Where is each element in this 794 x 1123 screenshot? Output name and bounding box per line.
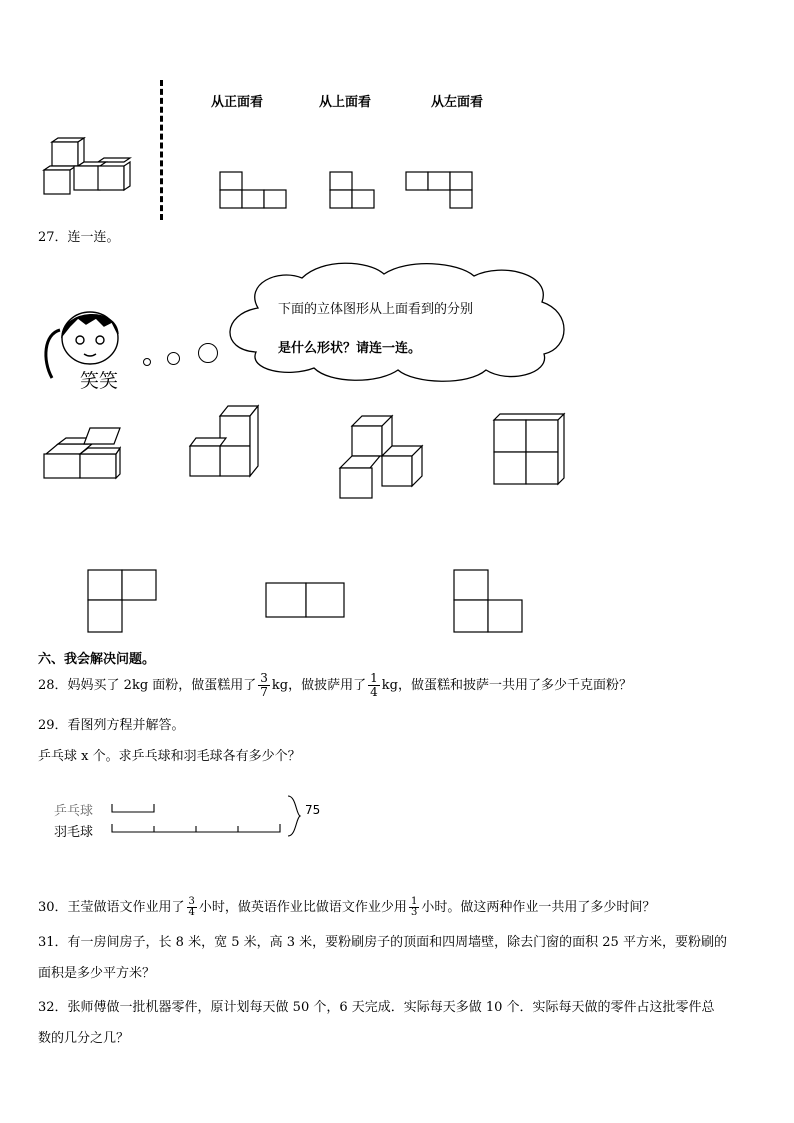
solid-figure-4	[490, 412, 570, 488]
question-28	[38, 672, 632, 700]
q31-line1: 31．有一房间房子，长 8 米，宽 5 米，高 3 米，要粉刷房子的顶面和四周墙壁，除去门窗的面积 25 平方米，要粉刷的	[38, 935, 727, 950]
thought-dot-3	[198, 343, 218, 363]
total-label: 75	[305, 803, 321, 817]
fraction-1-4: $\frac{1}{4}$	[370, 671, 378, 699]
top-view-drawing	[330, 172, 380, 212]
plan-view-1	[88, 570, 160, 636]
fraction-1-3: $\frac{1}{3}$	[410, 896, 418, 918]
solid-figure-2	[186, 404, 266, 480]
bar-model	[108, 794, 308, 838]
view-label-left: 从左面看	[431, 95, 484, 110]
thought-dot-2	[167, 352, 180, 365]
left-view-drawing	[406, 172, 476, 212]
thought-cloud	[218, 262, 578, 384]
front-view-drawing	[220, 172, 290, 212]
question-30	[38, 894, 655, 922]
solid-figure-3	[338, 412, 430, 502]
dashed-divider	[160, 80, 163, 220]
q27-title: 27．连一连。	[38, 230, 120, 245]
q29-description: 乒乓球 x 个。求乒乓球和羽毛球各有多少个？	[38, 749, 301, 764]
solid-figure-top	[40, 138, 140, 198]
view-label-top: 从上面看	[319, 95, 372, 110]
q32-line2: 数的几分之几？	[38, 1031, 130, 1046]
plan-view-2	[266, 583, 348, 623]
label-pingpong: 乒乓球	[54, 804, 94, 819]
q29-title: 29．看图列方程并解答。	[38, 718, 185, 733]
q30-text-2: 小时，做英语作业比做语文作业少用	[198, 900, 407, 915]
girl-name-label: 笑笑	[80, 370, 119, 392]
q32-line1: 32．张师傅做一批机器零件，原计划每天做 50 个，6 天完成．实际每天多做 10 个．实际每天做的零件占这批零件总	[38, 1000, 715, 1015]
solid-figure-1	[40, 422, 130, 482]
q30-text-1: 30．王莹做语文作业用了	[38, 900, 185, 915]
thought-dot-1	[143, 358, 151, 366]
q28-text-1: 28．妈妈买了 2kg 面粉，做蛋糕用了	[38, 678, 257, 693]
fraction-3-7: $\frac{3}{7}$	[260, 671, 268, 699]
view-label-front: 从正面看	[211, 95, 264, 110]
q30-text-3: 小时。做这两种作业一共用了多少时间？	[421, 900, 656, 915]
bubble-text-line1: 下面的立体图形从上面看到的分别	[278, 302, 474, 317]
q31-line2: 面积是多少平方米？	[38, 966, 156, 981]
q28-text-2: kg，做披萨用了	[271, 678, 367, 693]
fraction-3-4: $\frac{3}{4}$	[188, 896, 195, 918]
plan-view-3	[454, 570, 526, 636]
section-heading: 六、我会解决问题。	[38, 652, 156, 667]
q28-text-3: kg，做蛋糕和披萨一共用了多少千克面粉？	[381, 678, 632, 693]
bubble-text-line2: 是什么形状？请连一连。	[278, 341, 422, 356]
label-badminton: 羽毛球	[54, 825, 94, 840]
